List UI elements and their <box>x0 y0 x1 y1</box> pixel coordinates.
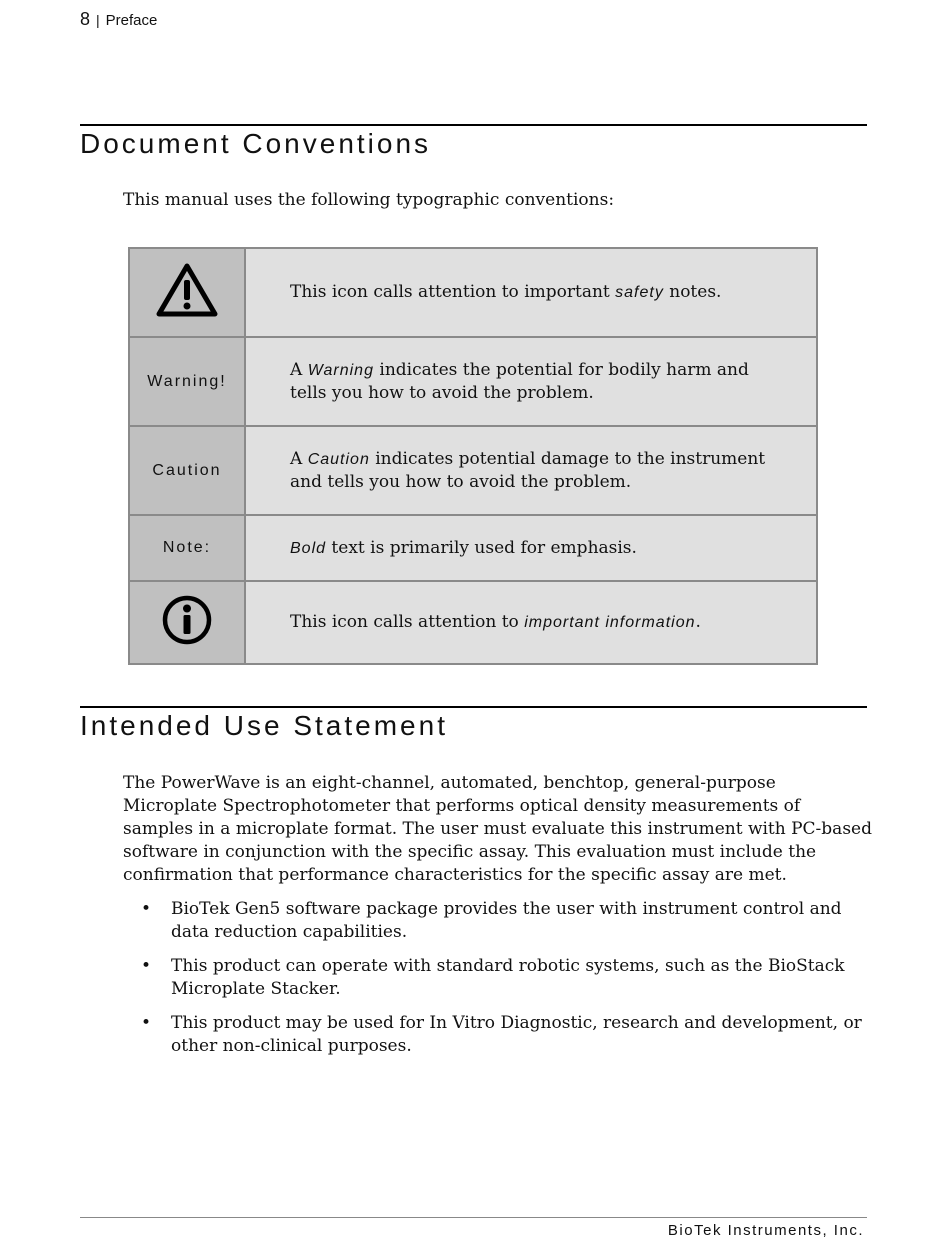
conv-desc-emphasis: Warning <box>307 361 374 379</box>
conv-desc-text: This icon calls attention to <box>290 612 525 632</box>
conv-desc-text: This icon calls attention to important <box>290 282 616 302</box>
conv-key-note: Note: <box>130 516 246 580</box>
header-section: Preface <box>105 12 158 29</box>
conventions-intro: This manual uses the following typographic conventions: <box>123 190 615 210</box>
intended-use-paragraph: The PowerWave is an eight-channel, automated, benchtop, general-purpose Microplate Spectrophotometer that performs optical density measurements of samples in a microplate format. The user must evaluate this instrument with PC-based software in conjunction with the specific assay. This evaluation must include the confirmation that performance characteristics for the specific assay are met. <box>123 773 872 885</box>
section-rule <box>80 124 867 126</box>
bullet-dot: • <box>141 1013 152 1033</box>
bullet-dot: • <box>141 956 152 976</box>
bullet-dot: • <box>141 899 152 919</box>
footer-rule <box>80 1217 867 1218</box>
conv-key-safety <box>130 249 246 336</box>
table-row <box>130 249 816 338</box>
conv-desc-emphasis: Bold <box>290 539 327 557</box>
header-separator: | <box>96 12 100 28</box>
conv-desc-emphasis: important information <box>524 614 696 631</box>
list-item <box>123 955 868 1001</box>
bullet-text: BioTek Gen5 software package provides the user with instrument control and data reduction capabilities. <box>171 899 842 942</box>
page-header <box>80 9 157 30</box>
conv-desc-text: indicates the potential for bodily harm and tells you how to avoid the problem. <box>290 359 749 403</box>
warning-triangle-icon <box>155 261 219 324</box>
conv-key-info <box>130 582 246 663</box>
conventions-table <box>128 247 818 665</box>
bullet-text: This product can operate with standard robotic systems, such as the BioStack Microplate Stacker. <box>171 956 845 999</box>
info-circle-icon <box>161 594 213 651</box>
conv-key-caution: Caution <box>130 427 246 514</box>
conv-desc-text: indicates potential damage to the instrument and tells you how to avoid the problem. <box>290 448 766 492</box>
intended-use-bullets <box>123 898 868 1069</box>
table-row <box>130 427 816 516</box>
conv-desc <box>246 427 816 514</box>
section-title-conventions: Document Conventions <box>80 128 432 159</box>
conv-desc-text: . <box>695 612 701 632</box>
section-title-intended-use: Intended Use Statement <box>80 710 448 741</box>
conv-key-warning: Warning! <box>130 338 246 425</box>
conv-desc-text: text is primarily used for emphasis. <box>326 537 637 558</box>
conv-desc <box>246 582 816 663</box>
conv-desc-text: A <box>290 359 308 380</box>
conv-desc-text: notes. <box>663 282 722 302</box>
conv-desc-emphasis: Caution <box>307 450 370 468</box>
conv-desc-text: A <box>290 448 308 469</box>
page-number: 8 <box>80 9 91 29</box>
bullet-text: This product may be used for In Vitro Diagnostic, research and development, or other non-clinical purposes. <box>171 1013 862 1056</box>
conv-desc <box>246 338 816 425</box>
section-rule <box>80 706 867 708</box>
conv-desc-emphasis: safety <box>615 284 664 301</box>
list-item <box>123 898 868 944</box>
footer-company: BioTek Instruments, Inc. <box>667 1222 864 1239</box>
table-row <box>130 338 816 427</box>
list-item <box>123 1012 868 1058</box>
conv-desc <box>246 516 816 580</box>
conv-desc <box>246 249 816 336</box>
table-row <box>130 516 816 582</box>
table-row <box>130 582 816 663</box>
